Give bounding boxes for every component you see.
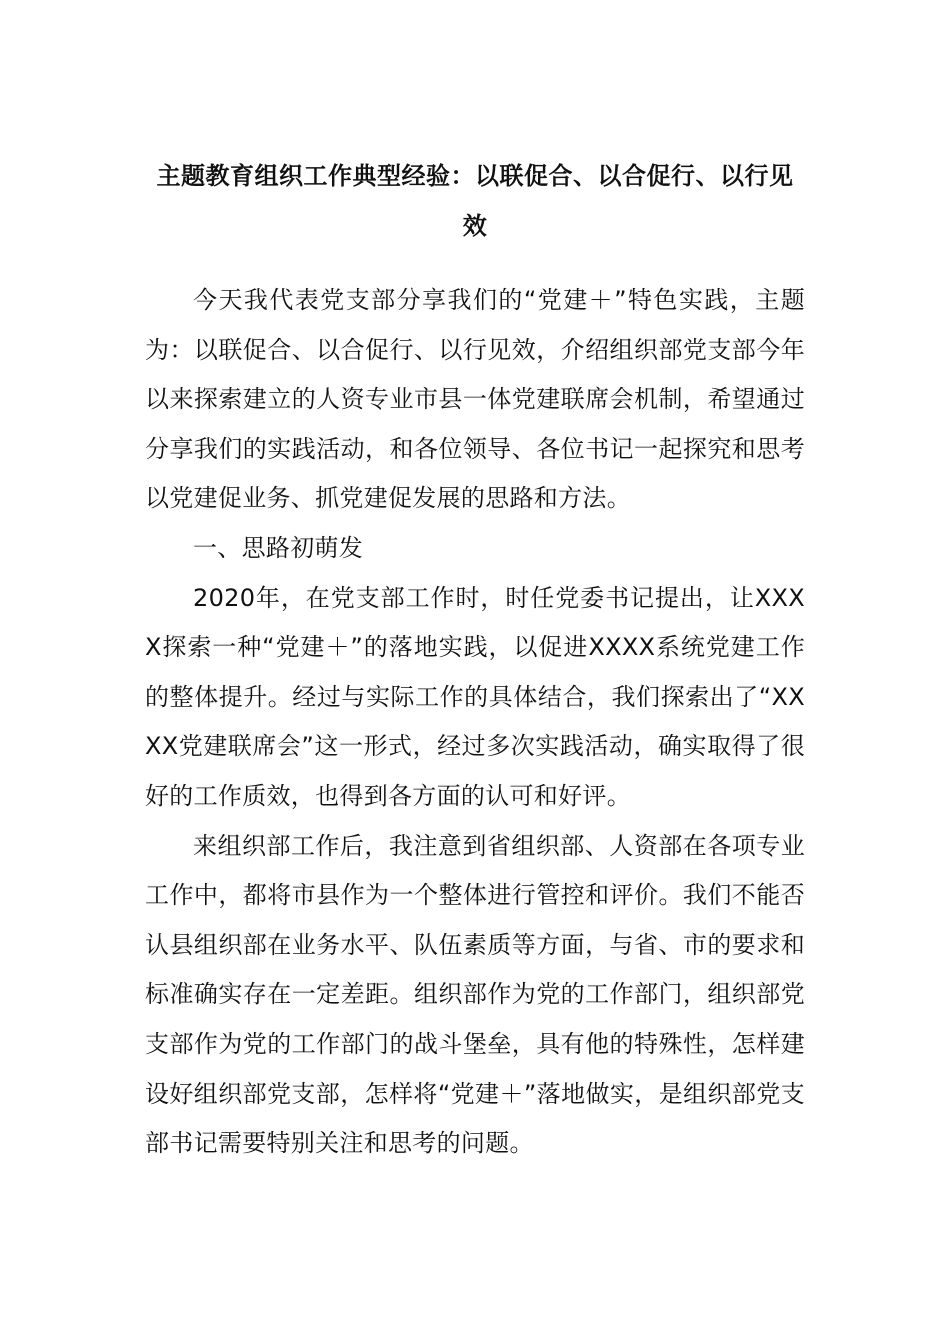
document-body: [145, 276, 805, 1169]
paragraph-2020: 2020年，在党支部工作时，时任党委书记提出，让XXXX探索一种“党建＋”的落地实践，以促进XXXX系统党建工作的整体提升。经过与实际工作的具体结合，我们探索出了“XXXX党建联席会”这一形式，经过多次实践活动，确实取得了很好的工作质效，也得到各方面的认可和好评。: [145, 583, 805, 810]
paragraph-intro: 今天我代表党支部分享我们的“党建＋”特色实践，主题为：以联促合、以合促行、以行见效，介绍组织部党支部今年以来探索建立的人资专业市县一体党建联席会机制，希望通过分享我们的实践活动，和各位领导、各位书记一起探究和思考以党建促业务、抓党建促发展的思路和方法。: [145, 286, 805, 513]
section-heading-1: 一、思路初萌发: [193, 533, 364, 562]
paragraph-organization-department: 来组织部工作后，我注意到省组织部、人资部在各项专业工作中，都将市县作为一个整体进行管控和评价。我们不能否认县组织部在业务水平、队伍素质等方面，与省、市的要求和标准确实存在一定差距。组织部作为党的工作部门，组织部党支部作为党的工作部门的战斗堡垒，具有他的特殊性，怎样建设好组织部党支部，怎样将“党建＋”落地做实，是组织部党支部书记需要特别关注和思考的问题。: [145, 831, 805, 1158]
document-title: 主题教育组织工作典型经验：以联促合、以合促行、以行见效: [156, 162, 794, 240]
